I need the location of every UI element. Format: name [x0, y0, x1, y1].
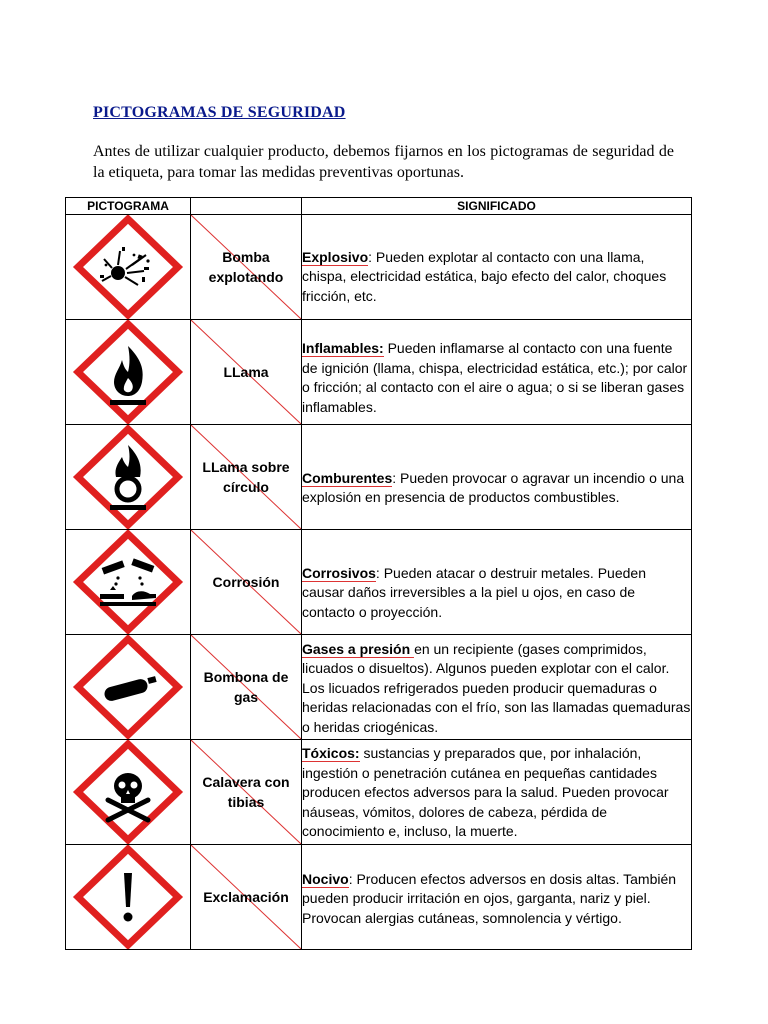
pictogram-name: Bombona de gas: [203, 669, 289, 705]
meaning-text: : Producen efectos adversos en dosis altas. También pueden producir irritación en ojos, garganta, nariz y piel. Provocan alergias cutáneas, somnolencia y vértigo.: [302, 870, 677, 926]
table-row: [66, 320, 692, 425]
meaning-term: Nocivo: [302, 870, 349, 887]
meaning-text: en un recipiente (gases comprimidos, licuados o disueltos). Algunos pueden explotar con el calor. Los licuados refrigerados pueden producir quemaduras o heridas relacionadas con el frío, son las llamadas quemaduras o heridas criogénicas.: [302, 640, 691, 735]
flame-over-circle-icon: [72, 425, 184, 529]
pictogram-name: LLama sobre círculo: [202, 459, 290, 495]
meaning-term: Corrosivos: [302, 564, 376, 581]
skull-crossbones-icon: [72, 740, 184, 844]
header-blank: [191, 198, 302, 215]
meaning-text: : Pueden explotar al contacto con una llama, chispa, electricidad estática, bajo efecto del calor, choques fricción, etc.: [302, 248, 667, 304]
meaning-term: Inflamables:: [302, 340, 384, 356]
page-title: PICTOGRAMAS DE SEGURIDAD: [93, 104, 346, 121]
intro-paragraph: Antes de utilizar cualquier producto, debemos fijarnos en los pictogramas de seguridad de la etiqueta, para tomar las medidas preventivas oportunas.: [93, 143, 674, 181]
header-pictograma: PICTOGRAMA: [66, 198, 191, 215]
table-row: [66, 425, 692, 530]
pictogram-name: Bomba explotando: [208, 249, 284, 285]
meaning-term: Gases a presión: [302, 640, 415, 657]
pictogram-name: Exclamación: [203, 889, 289, 905]
exclamation-icon: [72, 845, 184, 949]
table-row: [66, 740, 692, 845]
explosion-icon: [72, 215, 184, 319]
meaning-term: Explosivo: [302, 248, 369, 265]
meaning-text: Pueden inflamarse al contacto con una fuente de ignición (llama, chispa, electricidad estática, etc.); por calor o fricción; al contacto con el aire o agua; o si se liberan gases inflamables.: [302, 340, 688, 415]
flame-icon: [72, 320, 184, 424]
meaning-term: Comburentes: [302, 469, 393, 486]
table-row: [66, 530, 692, 635]
meaning-text: : Pueden provocar o agravar un incendio o una explosión en presencia de productos combustibles.: [302, 469, 685, 505]
pictogram-table: [65, 197, 692, 950]
meaning-term: Tóxicos:: [302, 745, 360, 762]
pictogram-name: Calavera con tibias: [202, 774, 290, 810]
meaning-text: sustancias y preparados que, por inhalación, ingestión o penetración cutánea en pequeñas cantidades producen efectos adversos para la salud. Pueden provocar náuseas, vómitos, dolores de cabeza, pérdida de conocimiento e, incluso, la muerte.: [302, 745, 669, 840]
table-row: [66, 635, 692, 740]
pictogram-name: LLama: [223, 364, 269, 380]
table-row: [66, 845, 692, 950]
gas-cylinder-icon: [72, 635, 184, 739]
table-row: [66, 215, 692, 320]
meaning-text: : Pueden atacar o destruir metales. Pueden causar daños irreversibles a la piel u ojos, en caso de contacto o proyección.: [302, 564, 646, 620]
corrosion-icon: [72, 530, 184, 634]
pictogram-name: Corrosión: [212, 574, 280, 590]
header-significado: SIGNIFICADO: [302, 198, 692, 215]
